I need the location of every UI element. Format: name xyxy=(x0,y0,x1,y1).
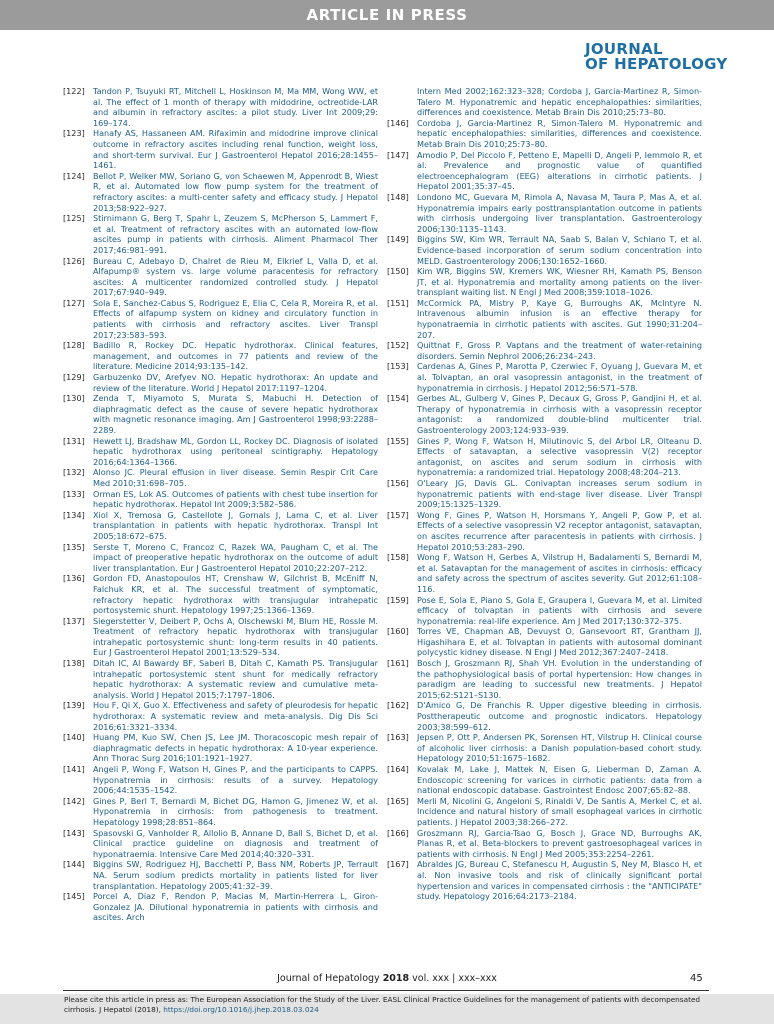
reference-number: [163] xyxy=(387,732,409,743)
journal-logo-line-1: JOURNAL xyxy=(585,40,663,58)
reference-item xyxy=(63,828,378,860)
reference-number: [154] xyxy=(387,393,409,404)
reference-text[interactable]: Ditah IC, Al Bawardy BF, Saberi B, Ditah C, Kamath PS. Transjugular intrahepatic portosystemic stent shunt for medically refractory hepatic hydrothorax: A systematic review and cumulative meta-analysis. World J Hepatol 2015;7:1797–1806. xyxy=(93,658,378,700)
reference-text[interactable]: Kim WR, Biggins SW, Kremers WK, Wiesner RH, Kamath PS, Benson JT, et al. Hyponatremia and mortality among patients on the liver-transplant waiting list. N Engl J Med 2008;359:1018–1026. xyxy=(417,266,702,298)
reference-text[interactable]: Wong F, Gines P, Watson H, Horsmans Y, Angeli P, Gow P, et al. Effects of a selective vasopressin V2 receptor antagonist, satavaptan, on ascites recurrence after paracentesis in patients with cirrhosis. J Hepatol 2010;53:283–290. xyxy=(417,509,702,552)
reference-text[interactable]: Bellot P, Welker MW, Soriano G, von Schaewen M, Appenrodt B, Wiest R, et al. Automated low flow pump system for the treatment of refractory ascites: a multi-center safety and efficacy study. J Hepatol 2013;58:922–927. xyxy=(93,170,378,213)
reference-text[interactable]: Jepsen P, Ott P, Andersen PK, Sorensen HT, Vilstrup H. Clinical course of alcoholic liver cirrhosis: a Danish population-based cohort study. Hepatology 2010;51:1675–1682. xyxy=(417,732,702,764)
reference-text[interactable]: Pose E, Sola E, Piano S, Gola E, Graupera I, Guevara M, et al. Limited efficacy of tolvaptan in patients with cirrhosis and severe hyponatremia: real-life experience. Am J Med 2017;130:372–375. xyxy=(417,594,702,626)
reference-item xyxy=(63,128,378,170)
reference-text[interactable]: Serste T, Moreno C, Francoz C, Razek WA, Paugham C, et al. The impact of preoperative hepatic hydrothorax on the outcome of adult liver transplantation. Eur J Gastroenterol Hepatol 2010;22:207–212. xyxy=(93,541,378,573)
footer-journal-name: Journal of Hepatology xyxy=(277,973,383,984)
reference-number: [151] xyxy=(387,297,409,308)
reference-number: [136] xyxy=(63,573,85,584)
reference-item xyxy=(387,361,702,393)
reference-item xyxy=(63,510,378,542)
reference-number: [129] xyxy=(63,372,85,383)
reference-text[interactable]: Merli M, Nicolini G, Angeloni S, Rinaldi V, De Santis A, Merkel C, et al. Incidence and natural history of small esophageal varices in cirrhotic patients. J Hepatol 2003;38:266–272. xyxy=(417,795,702,827)
reference-number: [146] xyxy=(387,117,409,128)
reference-text[interactable]: Hanafy AS, Hassaneen AM. Rifaximin and midodrine improve clinical outcome in refractory ascites including renal function, weight loss, and short-term survival. Eur J Gastroenterol Hepatol 2016;28:1455–1461. xyxy=(93,128,378,171)
reference-number: [122] xyxy=(63,86,85,96)
reference-text[interactable]: Huang PM, Kuo SW, Chen JS, Lee JM. Thoracoscopic mesh repair of diaphragmatic defects in hepatic hydrothorax: A 10-year experience. Ann Thorac Surg 2016;101:1921–1927. xyxy=(93,732,378,764)
reference-number: [158] xyxy=(387,552,409,563)
reference-text[interactable]: Alonso JC. Pleural effusion in liver disease. Semin Respir Crit Care Med 2010;31:698–705. xyxy=(93,467,378,488)
reference-number: [160] xyxy=(387,626,409,637)
reference-item xyxy=(387,192,702,234)
reference-text[interactable]: Hewett LJ, Bradshaw ML, Gordon LL, Rockey DC. Diagnosis of isolated hepatic hydrothorax using peritoneal scintigraphy. Hepatology 2016;64:1364–1366. xyxy=(93,435,378,467)
reference-item xyxy=(63,891,378,923)
reference-item xyxy=(63,86,378,128)
reference-item xyxy=(63,372,378,393)
reference-text[interactable]: Garbuzenko DV, Arefyev NO. Hepatic hydrothorax: An update and review of the literature. World J Hepatol 2017:1197–1204. xyxy=(93,372,378,393)
reference-item xyxy=(387,234,702,266)
reference-item xyxy=(63,298,378,340)
reference-number: [135] xyxy=(63,541,85,552)
reference-item xyxy=(387,595,702,627)
reference-number: [167] xyxy=(387,859,409,870)
reference-item xyxy=(387,478,702,510)
reference-number: [164] xyxy=(387,764,409,774)
reference-number: [123] xyxy=(63,128,85,139)
reference-text[interactable]: Cordoba J, Garcia-Martinez R, Simon-Talero M. Hyponatremic and hepatic encephalopathies: similarities, differences and coexistence. Metab Brain Dis 2010;25:73–80. xyxy=(417,117,702,149)
reference-item xyxy=(63,467,378,488)
reference-number: [162] xyxy=(387,700,409,711)
reference-number: [153] xyxy=(387,361,409,372)
reference-number: [148] xyxy=(387,191,409,202)
reference-text[interactable]: Biggins SW, Kim WR, Terrault NA, Saab S, Balan V, Schiano T, et al. Evidence-based incorporation of serum sodium concentration into MELD. Gastroenterology 2006;130:1652–1660. xyxy=(417,234,702,266)
reference-item xyxy=(63,213,378,255)
reference-text[interactable]: McCormick PA, Mistry P, Kaye G, Burroughs AK, McIntyre N. Intravenous albumin infusion is an effective therapy for hyponatraemia in cirrhotic patients with ascites. Gut 1990;31:204–207. xyxy=(417,297,702,340)
reference-item xyxy=(387,510,702,552)
reference-text[interactable]: Amodio P, Del Piccolo F, Petteno E, Mapelli D, Angeli P, Iemmolo R, et al. Prevalence and prognostic value of quantified electroencephalogram (EEG) alterations in cirrhotic patients. J Hepatol 2001;35:37–45. xyxy=(417,149,702,192)
reference-item xyxy=(63,732,378,764)
reference-item xyxy=(387,658,702,700)
reference-text[interactable]: Bosch J, Groszmann RJ, Shah VH. Evolution in the understanding of the pathophysiological basis of portal hypertension: How changes in paradigm are leading to successful new treatments. J Hepatol 2015;62:S121–S130. xyxy=(417,658,702,700)
article-in-press-banner xyxy=(0,0,774,30)
reference-text[interactable]: Kovalak M, Lake J, Mattek N, Eisen G, Lieberman D, Zaman A. Endoscopic screening for varices in cirrhotic patients: data from a national endoscopic database. Gastrointest Endosc 2007;65:82–88. xyxy=(417,764,702,796)
reference-continuation xyxy=(387,86,702,118)
reference-text[interactable]: Badillo R, Rockey DC. Hepatic hydrothorax. Clinical features, management, and outcomes in 77 patients and review of the literature. Medicine 2014;93:135–142. xyxy=(93,340,378,372)
reference-text[interactable]: Gordon FD, Anastopoulos HT, Crenshaw W, Gilchrist B, McEniff N, Falchuk KR, et al. The successful treatment of symptomatic, refractory hepatic hydrothorax with transjugular intrahepatic portosystemic shunt. Hepatology 1997;25:1366–1369. xyxy=(93,573,378,616)
reference-text[interactable]: Quittnat F, Gross P. Vaptans and the treatment of water-retaining disorders. Semin Nephrol 2006;26:234–243. xyxy=(417,340,702,361)
footer-divider xyxy=(63,990,709,991)
citation-note xyxy=(0,994,774,1024)
reference-item xyxy=(63,171,378,213)
reference-text[interactable]: Orman ES, Lok AS. Outcomes of patients with chest tube insertion for hepatic hydrothorax. Hepatol Int 2009;3:582–586. xyxy=(93,488,378,510)
reference-text[interactable]: Siegerstetter V, Deibert P, Ochs A, Olschewski M, Blum HE, Rossle M. Treatment of refractory hepatic hydrothorax with transjugular intrahepatic portosystemic shunt: long-term results in 40 patients. Eur J Gastroenterol Hepatol 2001;13:529–534. xyxy=(93,615,378,658)
reference-text[interactable]: Cardenas A, Gines P, Marotta P, Czerwiec F, Oyuang J, Guevara M, et al. Tolvaptan, an oral vasopressin antagonist, in the treatment of hyponatremia in cirrhosis. J Hepatol 2012;56:571–578. xyxy=(417,361,702,393)
reference-item xyxy=(387,393,702,435)
citation-note-text: Please cite this article in press as: The European Association for the Study of the Liver. EASL Clinical Practice Guidelines for the management of patients with decompensated cirrhosis. J Hepatol (2018), xyxy=(64,995,701,1014)
reference-continuation-text: Intern Med 2002;162:323–328; Cordoba J, Garcia-Martinez R, Simon-Talero M. Hyponatremic and hepatic encephalopathies: similarities, differences and coexistence. Metab Brain Dis 2010;25:73–80. xyxy=(417,86,702,118)
reference-number: [144] xyxy=(63,859,85,870)
reference-item xyxy=(63,658,378,700)
reference-number: [150] xyxy=(387,266,409,277)
reference-number: [133] xyxy=(63,488,85,499)
reference-item xyxy=(63,700,378,732)
reference-number: [145] xyxy=(63,891,85,902)
reference-text[interactable]: Wong F, Watson H, Gerbes A, Vilstrup H, Badalamenti S, Bernardi M, et al. Satavaptan for the management of ascites in cirrhosis: efficacy and safety across the spectrum of ascites severity. Gut 2012;61:108–116. xyxy=(417,552,702,594)
reference-text[interactable]: Gerbes AL, Gulberg V, Gines P, Decaux G, Gross P, Gandjini H, et al. Therapy of hyponatremia in cirrhosis with a vasopressin receptor antagonist: a randomized double-blind multicenter trial. Gastroenterology 2003;124:933–939. xyxy=(417,393,702,435)
reference-item xyxy=(63,859,378,891)
reference-item xyxy=(387,859,702,901)
reference-number: [126] xyxy=(63,255,85,266)
reference-number: [139] xyxy=(63,700,85,711)
reference-number: [142] xyxy=(63,795,85,806)
reference-item xyxy=(63,340,378,372)
reference-text[interactable]: Gines P, Berl T, Bernardi M, Bichet DG, Hamon G, Jimenez W, et al. Hyponatremia in cirrhosis: from pathogenesis to treatment. Hepatology 1998;28:851–864. xyxy=(93,795,378,827)
footer-year: 2018 xyxy=(382,973,410,984)
reference-text[interactable]: Tandon P, Tsuyuki RT, Mitchell L, Hoskinson M, Ma MM, Wong WW, et al. The effect of 1 month of therapy with midodrine, octreotide-LAR and albumin in refractory ascites: a pilot study. Liver Int 2009;29: 169–174. xyxy=(93,86,378,128)
reference-text[interactable]: Stirnimann G, Berg T, Spahr L, Zeuzem S, McPherson S, Lammert F, et al. Treatment of refractory ascites with an automated low-flow ascites pump in patients with cirrhosis. Aliment Pharmacol Ther 2017;46:981–991. xyxy=(93,213,378,255)
reference-item xyxy=(63,764,378,796)
reference-column-right xyxy=(387,86,702,902)
reference-number: [137] xyxy=(63,615,85,626)
reference-text[interactable]: Xiol X, Tremosa G, Castellote J, Gornals J, Lama C, et al. Liver transplantation in patients with hepatic hydrothorax. Transpl Int 2005;18:672–675. xyxy=(93,509,378,541)
reference-number: [147] xyxy=(387,149,409,160)
journal-logo-line-2: OF HEPATOLOGY xyxy=(585,55,728,73)
reference-number: [157] xyxy=(387,509,409,520)
reference-item xyxy=(387,118,702,150)
reference-item xyxy=(387,700,702,732)
reference-number: [156] xyxy=(387,477,409,488)
reference-item xyxy=(387,764,702,796)
reference-text[interactable]: Londono MC, Guevara M, Rimola A, Navasa M, Taura P, Mas A, et al. Hyponatremia impairs early posttransplantation outcome in patients with cirrhosis undergoing liver transplantation. Gastroenterology 2006;130:1135–1143. xyxy=(417,191,702,234)
reference-text[interactable]: Gines P, Wong F, Watson H, Milutinovic S, del Arbol LR, Olteanu D. Effects of satavaptan, a selective vasopressin V(2) receptor antagonist, on ascites and serum sodium in cirrhosis with hyponatremia: a randomized trial. Hepatology 2008;48:204–213. xyxy=(417,435,702,478)
reference-item xyxy=(387,340,702,361)
reference-item xyxy=(387,828,702,860)
reference-item xyxy=(387,552,702,594)
reference-item xyxy=(387,150,702,192)
reference-number: [124] xyxy=(63,170,85,181)
citation-doi-link[interactable]: https://doi.org/10.1016/j.jhep.2018.03.024 xyxy=(163,1005,319,1014)
footer-journal-info xyxy=(0,973,774,984)
reference-number: [140] xyxy=(63,732,85,743)
reference-item xyxy=(63,542,378,574)
reference-number: [138] xyxy=(63,658,85,669)
reference-item xyxy=(63,489,378,510)
reference-item xyxy=(63,616,378,658)
reference-text[interactable]: D'Amico G, De Franchis R. Upper digestive bleeding in cirrhosis. Posttherapeutic outcome and prognostic indicators. Hepatology 2003;38:599–612. xyxy=(417,700,702,732)
reference-text[interactable]: Porcel A, Diaz F, Rendon P, Macias M, Martin-Herrera L, Giron-Gonzalez JA. Dilutional hyponatremia in patients with cirrhosis and ascites. Arch xyxy=(93,891,378,923)
reference-number: [132] xyxy=(63,467,85,478)
reference-number: [166] xyxy=(387,827,409,838)
reference-column-left xyxy=(63,86,378,923)
reference-number: [159] xyxy=(387,594,409,605)
page-number: 45 xyxy=(690,973,703,984)
reference-number: [161] xyxy=(387,658,409,669)
reference-text[interactable]: Bureau C, Adebayo D, Chalret de Rieu M, Elkrief L, Valla D, et al. Alfapump® system vs. large volume paracentesis for refractory ascites: A multicenter randomized controlled study. J Hepatol 2017;67:940–949. xyxy=(93,255,378,298)
reference-number: [143] xyxy=(63,827,85,838)
reference-number: [141] xyxy=(63,764,85,774)
reference-text[interactable]: Abraldes JG, Bureau C, Stefanescu H, Augustin S, Ney M, Blasco H, et al. Non invasive tools and risk of clinically significant portal hypertension and varices in compensated cirrhosis : the "ANTICIPATE" study. Hepatology 2016;64:2173–2184. xyxy=(417,859,702,902)
footer-volume: vol. xxx | xxx–xxx xyxy=(409,973,497,984)
reference-text[interactable]: Torres VE, Chapman AB, Devuyst O, Gansevoort RT, Grantham JJ, Higashihara E, et al. Tolvaptan in patients with autosomal dominant polycystic kidney disease. N Engl J Med 2012;367:2407–2418. xyxy=(417,626,702,658)
reference-number: [127] xyxy=(63,297,85,308)
journal-logo xyxy=(585,42,728,72)
reference-item xyxy=(63,796,378,828)
reference-text[interactable]: Spasovski G, Vanholder R, Allolio B, Annane D, Ball S, Bichet D, et al. Clinical practice guideline on diagnosis and treatment of hyponatraemia. Intensive Care Med 2014;40:320–331. xyxy=(93,827,378,859)
reference-item xyxy=(387,298,702,340)
reference-item xyxy=(387,732,702,764)
banner-text: ARTICLE IN PRESS xyxy=(306,6,468,24)
reference-text[interactable]: Zenda T, Miyamoto S, Murata S, Mabuchi H. Detection of diaphragmatic defect as the cause of severe hepatic hydrothorax with magnetic resonance imaging. Am J Gastroenterol 1998;93:2288–2289. xyxy=(93,393,378,435)
reference-text[interactable]: Groszmann RJ, Garcia-Tsao G, Bosch J, Grace ND, Burroughs AK, Planas R, et al. Beta-blockers to prevent gastroesophageal varices in patients with cirrhosis. N Engl J Med 2005;353:2254–2261. xyxy=(417,827,702,859)
reference-number: [155] xyxy=(387,435,409,446)
reference-text[interactable]: Hou F, Qi X, Guo X. Effectiveness and safety of pleurodesis for hepatic hydrothorax: A systematic review and meta-analysis. Dig Dis Sci 2016;61:3321–3334. xyxy=(93,700,378,732)
reference-number: [128] xyxy=(63,340,85,351)
reference-item xyxy=(387,796,702,828)
reference-text[interactable]: O'Leary JG, Davis GL. Conivaptan increases serum sodium in hyponatremic patients with end-stage liver disease. Liver Transpl 2009;15:1325–1329. xyxy=(417,477,702,510)
reference-item xyxy=(63,256,378,298)
reference-text[interactable]: Angeli P, Wong F, Watson H, Gines P, and the participants to CAPPS. Hyponatremia in cirrhosis: results of a survey. Hepatology 2006;44:1535–1542. xyxy=(93,764,378,796)
reference-number: [131] xyxy=(63,435,85,446)
reference-number: [165] xyxy=(387,795,409,806)
reference-number: [130] xyxy=(63,393,85,404)
reference-text[interactable]: Biggins SW, Rodriguez HJ, Bacchetti P, Bass NM, Roberts JP, Terrault NA. Serum sodium predicts mortality in patients listed for liver transplantation. Hepatology 2005;41:32–39. xyxy=(93,859,378,891)
reference-item xyxy=(63,393,378,435)
reference-item xyxy=(63,573,378,615)
reference-item xyxy=(387,626,702,658)
reference-number: [134] xyxy=(63,509,85,520)
reference-number: [149] xyxy=(387,234,409,245)
reference-item xyxy=(387,266,702,298)
reference-text[interactable]: Sola E, Sanchez-Cabus S, Rodriguez E, Elia C, Cela R, Moreira R, et al. Effects of alfapump system on kidney and circulatory function in patients with cirrhosis and refractory ascites. Liver Transpl 2017;23:583–593. xyxy=(93,297,378,340)
reference-item xyxy=(63,436,378,468)
reference-number: [125] xyxy=(63,213,85,224)
reference-item xyxy=(387,436,702,478)
reference-number: [152] xyxy=(387,340,409,351)
